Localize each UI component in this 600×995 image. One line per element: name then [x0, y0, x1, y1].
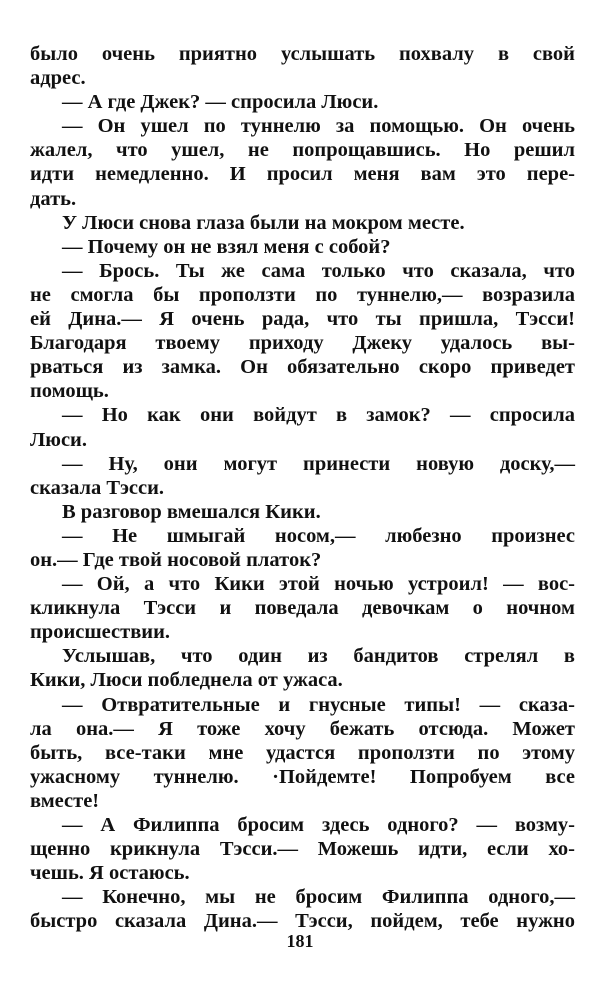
text-line: чешь. Я остаюсь.	[30, 862, 190, 885]
text-line: адрес.	[30, 67, 86, 90]
page-body-text	[30, 42, 575, 933]
text-line: — Он ушел по туннелю за помощью. Он очень	[62, 115, 575, 138]
text-line: — Ну, они могут принести новую доску,—	[62, 452, 575, 475]
text-line: Услышав, что один из бандитов стрелял в	[62, 645, 575, 668]
text-line: — А Филиппа бросим здесь одного? — возму-	[62, 814, 575, 836]
text-line: щенно крикнула Тэсси.— Можешь идти, если хо-	[30, 838, 575, 861]
text-line: жалел, что ушел, не попрощавшись. Но решил	[30, 139, 575, 162]
text-line: Кики, Люси побледнела от ужаса.	[30, 669, 343, 692]
text-line: было очень приятно услышать похвалу в свой	[30, 43, 575, 65]
text-line: — Почему он не взял меня с собой?	[62, 235, 391, 258]
page-number: 181	[286, 931, 314, 951]
text-line: — Но как они войдут в замок? — спросила	[62, 404, 575, 427]
text-line: рваться из замка. Он обязательно скоро приведет	[30, 356, 575, 379]
text-line: кликнула Тэсси и поведала девочкам о ночном	[30, 597, 575, 620]
text-line: вместе!	[30, 789, 100, 812]
text-line: В разговор вмешался Кики.	[62, 500, 321, 523]
text-line: Люси.	[30, 428, 87, 451]
text-line: — Конечно, мы не бросим Филиппа одного,—	[62, 886, 575, 909]
text-line: сказала Тэсси.	[30, 476, 165, 499]
text-line: — Не шмыгай носом,— любезно произнес	[62, 524, 575, 547]
text-line: он.— Где твой носовой платок?	[30, 548, 322, 571]
text-line: ужасному туннелю. ·Пойдемте! Попробуем все	[30, 765, 575, 788]
text-line: — Отвратительные и гнусные типы! — сказа-	[62, 693, 575, 716]
text-line: происшествии.	[30, 621, 171, 644]
text-line: У Люси снова глаза были на мокром месте.	[62, 211, 465, 234]
text-line: ла она.— Я тоже хочу бежать отсюда. Может	[30, 717, 575, 740]
text-line: — Брось. Ты же сама только что сказала, что	[62, 259, 575, 282]
text-line: ей Дина.— Я очень рада, что ты пришла, Тэсси!	[30, 308, 575, 331]
text-line: — А где Джек? — спросила Люси.	[62, 91, 379, 114]
text-line: быстро сказала Дина.— Тэсси, пойдем, тебе нужно	[30, 910, 575, 933]
text-line: — Ой, а что Кики этой ночью устроил! — вос-	[62, 573, 575, 596]
text-line: дать.	[30, 187, 77, 210]
text-line: идти немедленно. И просил меня вам это пере-	[30, 163, 575, 186]
text-line: быть, все-таки мне удастся проползти по этому	[30, 741, 575, 764]
text-line: Благодаря твоему приходу Джеку удалось вы-	[30, 332, 575, 355]
text-line: не смогла бы проползти по туннелю,— возразила	[30, 283, 575, 306]
text-line: помощь.	[30, 380, 109, 403]
